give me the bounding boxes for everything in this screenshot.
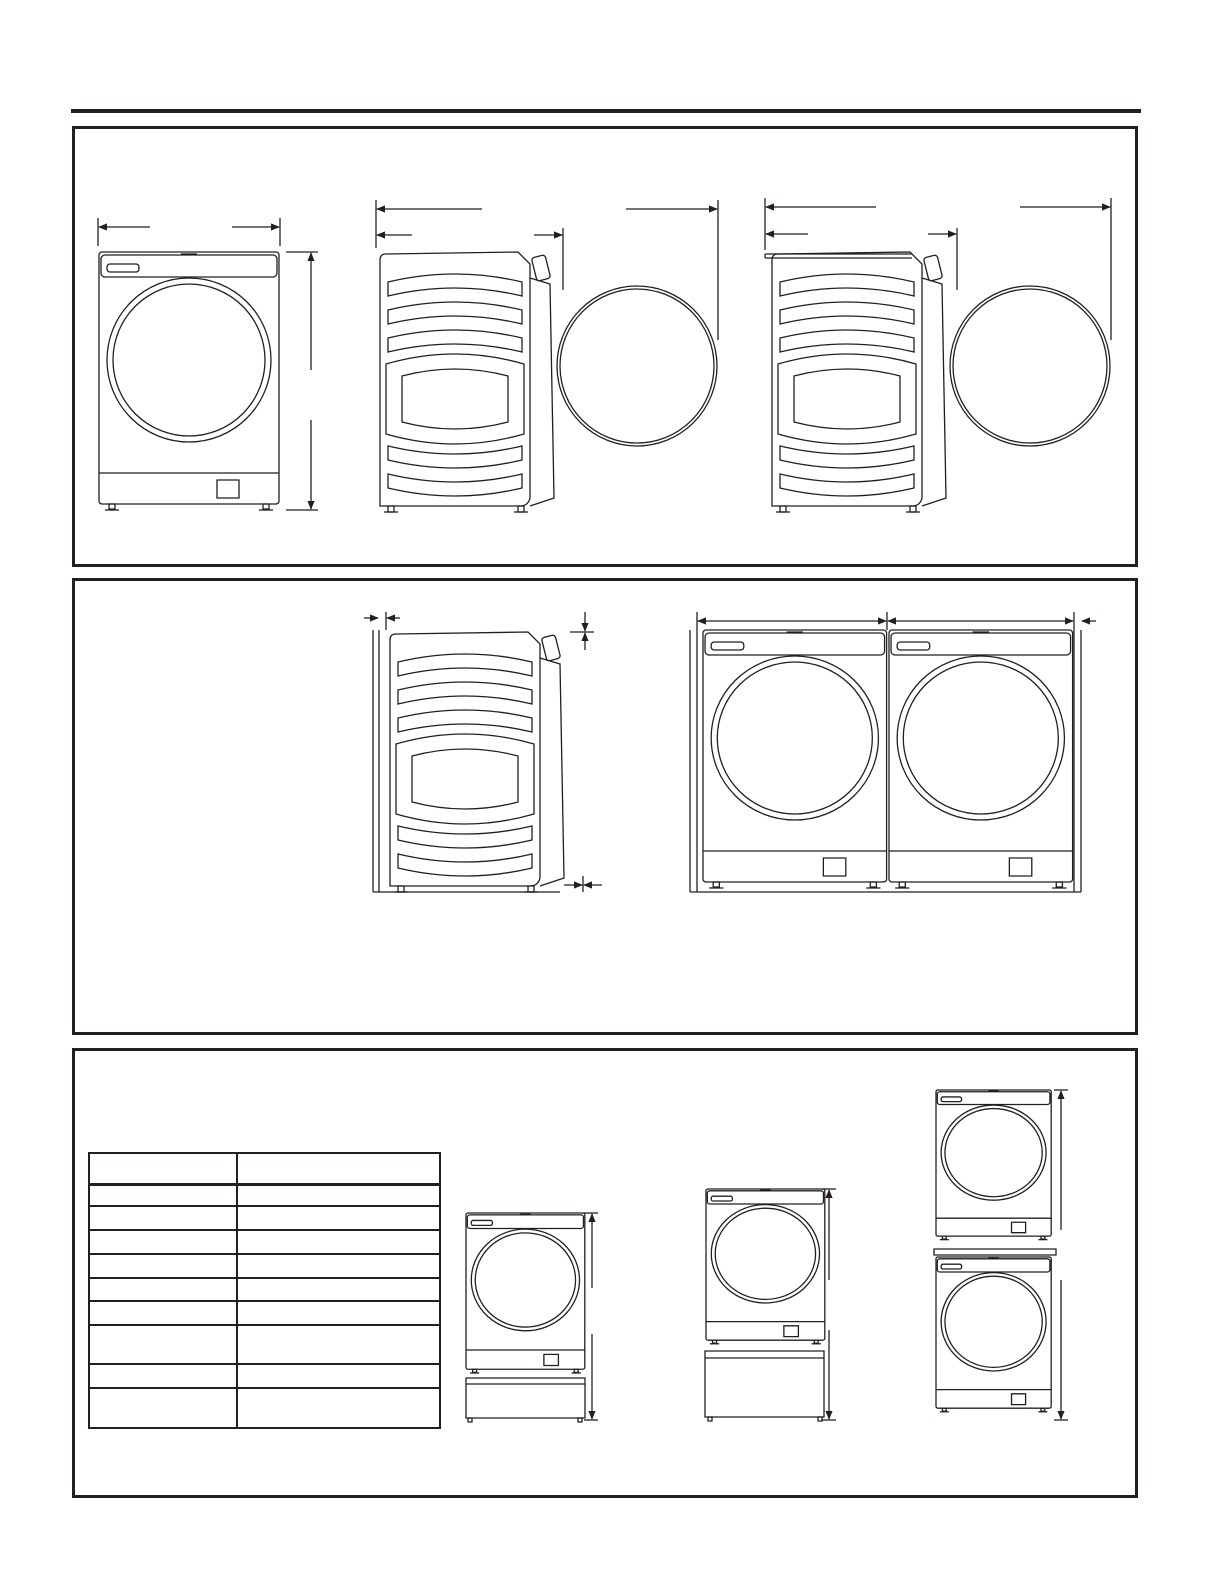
table-cell <box>89 1301 237 1325</box>
table-cell <box>89 1254 237 1278</box>
table-cell <box>89 1364 237 1388</box>
side-view-door-open <box>380 252 717 512</box>
table-row <box>89 1278 440 1301</box>
table-cell <box>89 1206 237 1230</box>
table-cell <box>237 1206 440 1230</box>
table-cell <box>237 1364 440 1388</box>
side-clearance-view <box>373 630 564 892</box>
table-row <box>89 1184 440 1206</box>
table-row <box>89 1388 440 1428</box>
unit-on-pedestal <box>466 1213 585 1422</box>
table-row <box>89 1364 440 1388</box>
unit-on-tall-pedestal <box>705 1189 825 1421</box>
table-header-row <box>89 1153 440 1184</box>
stacked-pair <box>934 1090 1056 1412</box>
table-cell <box>89 1325 237 1364</box>
table-cell <box>89 1230 237 1254</box>
table-row <box>89 1254 440 1278</box>
side-by-side-pair <box>690 630 1081 892</box>
side-view-door-open-alt <box>765 252 1110 512</box>
table-cell <box>237 1325 440 1364</box>
table-header-cell <box>237 1153 440 1184</box>
table-cell <box>237 1254 440 1278</box>
table-cell <box>237 1301 440 1325</box>
table-row <box>89 1230 440 1254</box>
table-cell <box>89 1388 237 1428</box>
table-cell <box>89 1184 237 1206</box>
table-row <box>89 1325 440 1364</box>
table-row <box>89 1206 440 1230</box>
spec-table <box>88 1152 441 1429</box>
table-header-cell <box>89 1153 237 1184</box>
table-cell <box>89 1278 237 1301</box>
table-cell <box>237 1388 440 1428</box>
table-cell <box>237 1230 440 1254</box>
table-row <box>89 1301 440 1325</box>
table-cell <box>237 1278 440 1301</box>
table-cell <box>237 1184 440 1206</box>
front-view <box>99 252 279 510</box>
